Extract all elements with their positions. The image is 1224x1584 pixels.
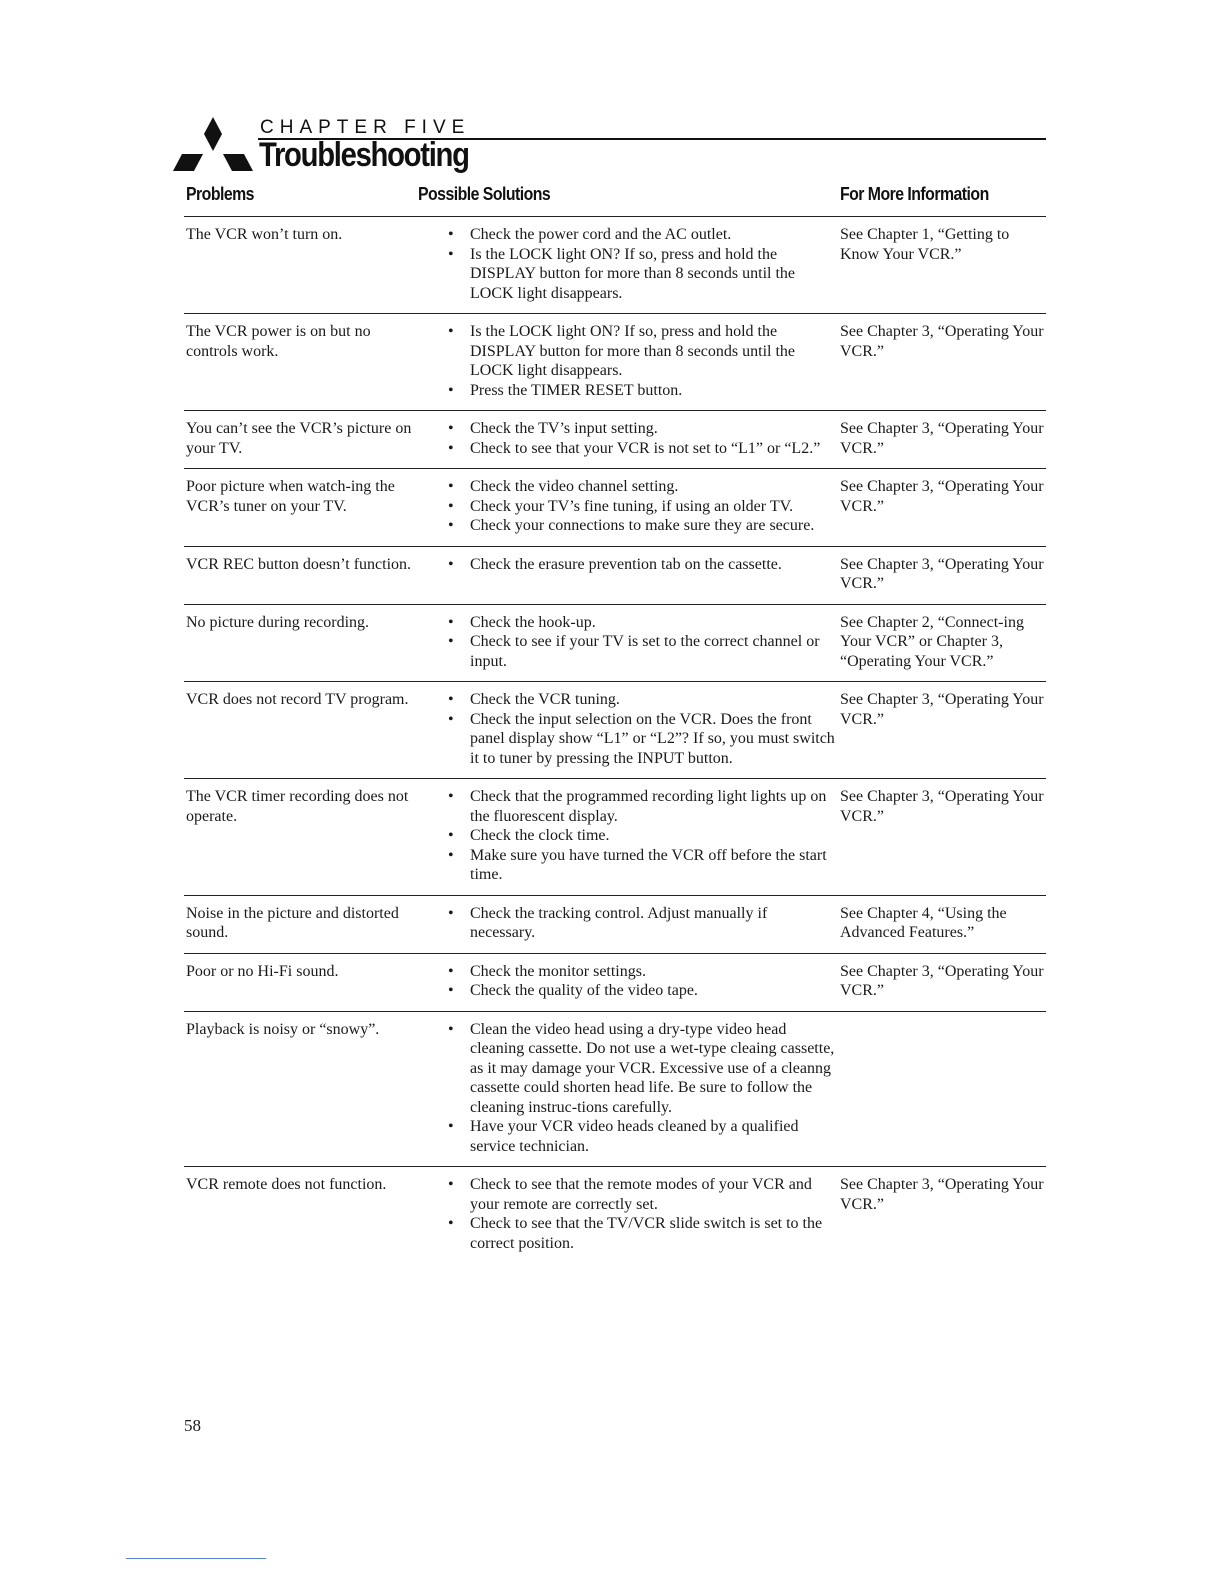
solution-text: Check your connections to make sure they are secure. [470, 517, 815, 534]
info-cell: See Chapter 3, “Operating Your VCR.” [840, 1176, 1044, 1213]
solutions-cell [414, 690, 836, 768]
solution-text: Clean the video head using a dry-type video head cleaning cassette. Do not use a wet-type cleaing cassette, as it may damage your VCR. Excessive use of a cleanng cassette could shorten head life. Be sure to follow the cleaning instruc-tions carefully. [470, 1020, 835, 1116]
list-item [448, 787, 836, 826]
list-item [448, 981, 836, 1001]
table-row [184, 953, 1046, 1011]
table-row [184, 546, 1046, 604]
list-item [448, 710, 836, 769]
list-item [448, 962, 836, 982]
solutions-list [448, 555, 836, 575]
problem-cell: Poor or no Hi-Fi sound. [186, 962, 339, 980]
info-cell: See Chapter 2, “Connect-ing Your VCR” or Chapter 3, “Operating Your VCR.” [840, 613, 1024, 670]
table-row [184, 410, 1046, 468]
info-cell: See Chapter 3, “Operating Your VCR.” [840, 478, 1044, 515]
solutions-list [448, 690, 836, 768]
solution-text: Is the LOCK light ON? If so, press and hold the DISPLAY button for more than 8 seconds until the LOCK light disappears. [470, 323, 796, 379]
mitsubishi-logo-icon [172, 115, 254, 175]
bullet-icon: • [448, 497, 454, 515]
solutions-cell [414, 477, 836, 536]
troubleshooting-table [184, 216, 1046, 1263]
solution-text: Check the VCR tuning. [470, 691, 620, 708]
solutions-cell [414, 555, 836, 594]
list-item [448, 826, 836, 846]
problem-cell: Noise in the picture and distorted sound. [186, 904, 399, 941]
bullet-icon: • [448, 555, 454, 573]
solution-text: Is the LOCK light ON? If so, press and hold the DISPLAY button for more than 8 seconds until the LOCK light disappears. [470, 245, 796, 302]
info-cell: See Chapter 3, “Operating Your VCR.” [840, 555, 1044, 592]
list-item [448, 225, 836, 245]
solutions-cell [414, 1175, 836, 1253]
bullet-icon: • [448, 245, 454, 263]
solution-text: Have your VCR video heads cleaned by a qualified service technician. [470, 1118, 799, 1155]
bullet-icon: • [448, 517, 454, 534]
solution-text: Check to see that the remote modes of your VCR and your remote are correctly set. [470, 1176, 812, 1213]
list-item [448, 1117, 836, 1156]
list-item [448, 439, 836, 459]
list-item [448, 1175, 836, 1214]
bullet-icon: • [448, 710, 454, 728]
solution-text: Check the tracking control. Adjust manually if necessary. [470, 904, 768, 941]
solutions-list [448, 225, 836, 303]
list-item [448, 1214, 836, 1253]
info-cell: See Chapter 3, “Operating Your VCR.” [840, 691, 1044, 728]
table-row [184, 1166, 1046, 1263]
bullet-icon: • [448, 691, 454, 708]
bullet-icon: • [448, 439, 454, 457]
solution-text: Check that the programmed recording light lights up on the fluorescent display. [470, 788, 827, 825]
solutions-list [448, 904, 836, 943]
bullet-icon: • [448, 323, 454, 340]
footer-rule [126, 1558, 266, 1559]
solution-text: Check the quality of the video tape. [470, 982, 698, 999]
bullet-icon: • [448, 846, 454, 864]
solutions-cell [414, 1020, 836, 1157]
list-item [448, 632, 836, 671]
bullet-icon: • [448, 478, 454, 495]
solution-text: Check to see if your TV is set to the correct channel or input. [470, 633, 820, 670]
page-title: Troubleshooting [259, 136, 469, 174]
list-item [448, 555, 836, 575]
problem-cell: You can’t see the VCR’s picture on your TV. [186, 420, 412, 457]
solutions-cell [414, 419, 836, 458]
solutions-list [448, 962, 836, 1001]
solution-text: Check the input selection on the VCR. Does the front panel display show “L1” or “L2”? If so, you must switch it to tuner by pressing the INPUT button. [470, 710, 835, 767]
problem-cell: Playback is noisy or “snowy”. [186, 1020, 380, 1038]
info-cell: See Chapter 3, “Operating Your VCR.” [840, 420, 1044, 457]
chapter-label: CHAPTER FIVE [260, 117, 471, 138]
solutions-cell [414, 613, 836, 672]
list-item [448, 497, 836, 517]
solution-text: Check to see that the TV/VCR slide switch is set to the correct position. [470, 1215, 823, 1252]
table-row [184, 895, 1046, 953]
solutions-list [448, 1175, 836, 1253]
info-cell [836, 1020, 1046, 1157]
solutions-cell [414, 322, 836, 400]
info-cell: See Chapter 1, “Getting to Know Your VCR.” [840, 226, 1010, 263]
info-cell: See Chapter 4, “Using the Advanced Features.” [840, 904, 1007, 941]
solution-text: Check to see that your VCR is not set to “L1” or “L2.” [470, 439, 821, 457]
list-item [448, 322, 836, 381]
solutions-list [448, 1020, 836, 1157]
solution-text: Make sure you have turned the VCR off before the start time. [470, 846, 827, 883]
bullet-icon: • [448, 904, 454, 922]
bullet-icon: • [448, 1176, 454, 1193]
list-item [448, 477, 836, 497]
info-cell: See Chapter 3, “Operating Your VCR.” [840, 323, 1044, 360]
problem-cell: The VCR power is on but no controls work. [186, 323, 371, 360]
bullet-icon: • [448, 420, 454, 437]
bullet-icon: • [448, 962, 454, 980]
bullet-icon: • [448, 982, 454, 999]
solution-text: Check your TV’s fine tuning, if using an older TV. [470, 497, 794, 515]
solutions-list [448, 613, 836, 672]
table-row [184, 1011, 1046, 1167]
list-item [448, 381, 836, 401]
solutions-list [448, 477, 836, 536]
solution-text: Check the hook-up. [470, 613, 596, 631]
table-row [184, 778, 1046, 895]
solutions-list [448, 419, 836, 458]
table-row [184, 681, 1046, 778]
problem-cell: No picture during recording. [186, 613, 370, 631]
solution-text: Check the video channel setting. [470, 478, 679, 495]
solutions-list [448, 787, 836, 885]
column-header-problems: Problems [186, 184, 254, 204]
bullet-icon: • [448, 788, 454, 805]
solution-text: Press the TIMER RESET button. [470, 381, 683, 399]
solutions-cell [414, 787, 836, 885]
page-number: 58 [184, 1416, 201, 1435]
problem-cell: The VCR won’t turn on. [186, 226, 343, 243]
list-item [448, 245, 836, 304]
list-item [448, 419, 836, 439]
column-header-solutions: Possible Solutions [418, 184, 551, 204]
solutions-cell [414, 962, 836, 1001]
bullet-icon: • [448, 633, 454, 650]
solutions-cell [414, 904, 836, 943]
solution-text: Check the TV’s input setting. [470, 420, 658, 437]
solution-text: Check the power cord and the AC outlet. [470, 226, 732, 243]
list-item [448, 846, 836, 885]
bullet-icon: • [448, 1118, 454, 1135]
solution-text: Check the erasure prevention tab on the cassette. [470, 555, 782, 573]
bullet-icon: • [448, 613, 454, 631]
solutions-cell [414, 225, 836, 303]
problem-cell: VCR does not record TV program. [186, 691, 409, 708]
bullet-icon: • [448, 381, 454, 399]
list-item [448, 904, 836, 943]
problem-cell: VCR REC button doesn’t function. [186, 555, 412, 573]
table-row [184, 604, 1046, 682]
list-item [448, 613, 836, 633]
bullet-icon: • [448, 1215, 454, 1232]
list-item [448, 1020, 836, 1118]
column-header-info: For More Information [840, 184, 989, 204]
info-cell: See Chapter 3, “Operating Your VCR.” [840, 962, 1044, 999]
info-cell: See Chapter 3, “Operating Your VCR.” [840, 788, 1044, 825]
bullet-icon: • [448, 226, 454, 243]
problem-cell: The VCR timer recording does not operate. [186, 788, 409, 825]
table-row [184, 216, 1046, 313]
table-row [184, 313, 1046, 410]
bullet-icon: • [448, 827, 454, 844]
problem-cell: VCR remote does not function. [186, 1176, 387, 1193]
solution-text: Check the clock time. [470, 827, 610, 844]
table-row [184, 468, 1046, 546]
problem-cell: Poor picture when watch-ing the VCR’s tuner on your TV. [186, 478, 395, 515]
list-item [448, 516, 836, 536]
solutions-list [448, 322, 836, 400]
bullet-icon: • [448, 1020, 454, 1038]
list-item [448, 690, 836, 710]
solution-text: Check the monitor settings. [470, 962, 646, 980]
